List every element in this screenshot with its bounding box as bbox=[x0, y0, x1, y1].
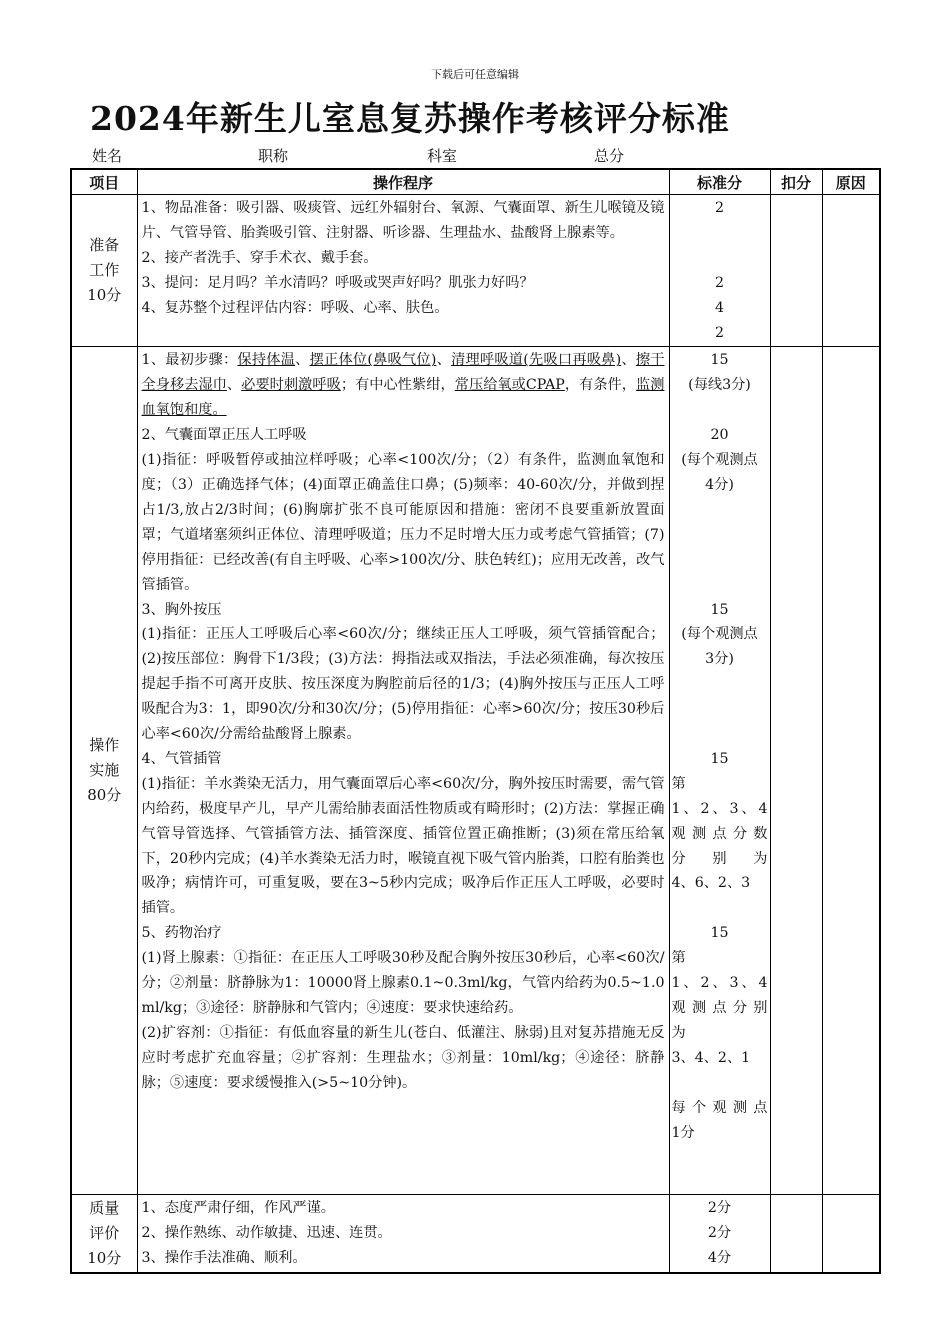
step-4-body: (1)指征：羊水粪染无活力，用气囊面罩后心率<60次/分，胸外按压时需要，需气管内给药，极度早产儿，早产儿需给肺表面活性物质或有畸形时；(2)方法：掌握正确气管导管选择、气管插管方法、插管深度、插管位置正确推断；(3)须在常压给氧下，20秒内完成；(4)羊水粪染无活力时，喉镜直视下吸气管内胎粪，口腔有胎粪也吸净；病情许可，可重复吸，要在3~5秒内完成；吸净后作正压人工呼吸，必要时插管。 bbox=[141, 775, 665, 917]
category-label: 准备 bbox=[89, 236, 120, 255]
procedure-prep bbox=[137, 195, 669, 347]
document-title: 2024年新生儿室息复苏操作考核评分标准 bbox=[90, 99, 730, 138]
step-5-heading: 5、药物治疗 bbox=[141, 925, 222, 942]
step-1: 1、最初步骤：保持体温、摆正体位(鼻吸气位)、清理呼吸道(先吸口再吸鼻)、擦干全身移去湿巾、必要时刺激呼吸；有中心性紫绀，常压给氧或CPAP，有条件，监测血氧饱和度。 bbox=[141, 352, 665, 419]
score-value: 15 bbox=[710, 925, 729, 942]
list-item: 3、提问：足月吗？羊水清吗？呼吸或哭声好吗？肌张力好吗？ bbox=[141, 274, 534, 291]
score-quality bbox=[669, 1195, 770, 1273]
score-value: 2 bbox=[714, 274, 725, 291]
score-note: 分别为 bbox=[671, 850, 768, 867]
score-note: 1分 bbox=[671, 1124, 695, 1141]
name-label: 姓名 bbox=[92, 147, 123, 165]
score-prep bbox=[669, 195, 770, 347]
step-4-heading: 4、气管插管 bbox=[141, 750, 222, 767]
table-row-quality bbox=[71, 1195, 880, 1273]
score-note: 每个观测点 bbox=[671, 1099, 768, 1116]
score-note: 第 bbox=[671, 950, 686, 967]
category-label: 80分 bbox=[87, 786, 122, 805]
score-value: 2 bbox=[714, 200, 725, 216]
header-reason: 原因 bbox=[822, 169, 880, 195]
category-label: 操作 bbox=[89, 736, 120, 755]
list-item: 3、操作手法准确、顺利。 bbox=[141, 1250, 307, 1267]
procedure-ops bbox=[137, 347, 669, 1195]
table-row-prep bbox=[71, 195, 880, 347]
category-prep bbox=[71, 195, 137, 347]
score-note: (每线3分) bbox=[688, 377, 751, 394]
category-ops bbox=[71, 347, 137, 1195]
score-value: 20 bbox=[710, 427, 729, 444]
deduct-cell[interactable] bbox=[770, 1195, 822, 1273]
list-item: 2、操作熟练、动作敏捷、迅速、连贯。 bbox=[141, 1225, 392, 1242]
score-ops bbox=[669, 347, 770, 1195]
category-label: 质量 bbox=[89, 1199, 120, 1218]
table-row-ops bbox=[71, 347, 880, 1195]
score-note: (每个观测点 bbox=[681, 626, 758, 643]
reason-cell[interactable] bbox=[822, 195, 880, 347]
category-label: 评价 bbox=[89, 1224, 120, 1243]
list-item: 1、物品准备：吸引器、吸痰管、远红外辐射台、氧源、气囊面罩、新生儿喉镜及镜片、气管导管、胎粪吸引管、注射器、听诊器、生理盐水、盐酸肾上腺素等。 bbox=[141, 200, 665, 241]
score-value: 2分 bbox=[707, 1200, 732, 1217]
score-note: 观测点分数 bbox=[671, 825, 768, 842]
step-2-body: (1)指征：呼吸暂停或抽泣样呼吸；心率<100次/分；（2）有条件，监测血氧饱和度；（3）正确选择气体；(4)面罩正确盖住口鼻；(5)频率：40-60次/分，并做到捏占1/3,放占2/3时间；(6)胸廓扩张不良可能原因和措施：密闭不良要重新放置面罩；气道堵塞须纠正体位、清理呼吸道；压力不足时增大压力或考虑气管插管；(7)停用指征：已经改善(有自主呼吸、心率>100次/分、肤色转红)；应用无改善，改气管插管。 bbox=[141, 452, 665, 593]
score-value: 4分 bbox=[707, 1250, 732, 1267]
score-note: 1、2、3、4 bbox=[671, 800, 768, 817]
step-2-heading: 2、气囊面罩正压人工呼吸 bbox=[141, 427, 307, 444]
score-note: 3、4、2、1 bbox=[671, 1049, 751, 1066]
score-note: 4分) bbox=[705, 476, 734, 493]
score-note: (每个观测点 bbox=[681, 452, 758, 469]
score-value: 4 bbox=[714, 299, 725, 316]
header-procedure: 操作程序 bbox=[137, 169, 669, 195]
score-note: 第 bbox=[671, 775, 686, 792]
rank-label: 职称 bbox=[258, 147, 289, 165]
reason-cell[interactable] bbox=[822, 1195, 880, 1273]
header-deduct: 扣分 bbox=[770, 169, 822, 195]
score-value: 15 bbox=[710, 601, 729, 618]
reason-cell[interactable] bbox=[822, 347, 880, 1195]
score-note: 1、2、3、4 bbox=[671, 975, 768, 992]
scoring-table bbox=[70, 168, 881, 1274]
score-value: 2 bbox=[714, 324, 725, 341]
header-standard: 标准分 bbox=[669, 169, 770, 195]
score-note: 3分) bbox=[705, 651, 734, 668]
score-value: 15 bbox=[710, 352, 729, 369]
category-label: 10分 bbox=[87, 1249, 122, 1268]
step-5-body-2: (2)扩容剂：①指征：有低血容量的新生儿(苍白、低灌注、脉弱)且对复苏措施无反应时考虑扩充血容量；②扩容剂：生理盐水；③剂量：10ml/kg；④途径：脐静脉；⑤速度：要求缓慢推入(>5~10分钟)。 bbox=[141, 1024, 665, 1091]
list-item: 4、复苏整个过程评估内容：呼吸、心率、肤色。 bbox=[141, 299, 449, 316]
score-note: 4、6、2、3 bbox=[671, 875, 751, 892]
list-item: 1、态度严肃仔细，作风严谨。 bbox=[141, 1200, 335, 1217]
header-row bbox=[71, 169, 880, 195]
step-3-body: (1)指征：正压人工呼吸后心率<60次/分；继续正压人工呼吸，须气管插管配合；(2)按压部位：胸骨下1/3段；(3)方法：拇指法或双指法，手法必须准确，每次按压提起手指不可离开皮肤、按压深度为胸腔前后径的1/3；(4)胸外按压与正压人工呼吸配合为3：1，即90次/分和30次/分；(5)停用指征：心率>60次/分；按压30秒后心率<60次/分需给盐酸肾上腺素。 bbox=[141, 626, 665, 743]
score-value: 15 bbox=[710, 750, 729, 767]
category-label: 10分 bbox=[87, 286, 122, 305]
score-value: 2分 bbox=[707, 1225, 732, 1242]
list-item: 2、接产者洗手、穿手术衣、戴手套。 bbox=[141, 249, 378, 266]
header-item: 项目 bbox=[71, 169, 137, 195]
department-label: 科室 bbox=[427, 147, 458, 165]
total-label: 总分 bbox=[594, 147, 625, 165]
deduct-cell[interactable] bbox=[770, 347, 822, 1195]
deduct-cell[interactable] bbox=[770, 195, 822, 347]
step-5-body-1: (1)肾上腺素：①指征：在正压人工呼吸30秒及配合胸外按压30秒后，心率<60次/分；②剂量：脐静脉为1：10000肾上腺素0.1~0.3ml/kg，气管内给药为0.5~1.0 ml/kg；③途径：脐静脉和气管内；④速度：要求快速给药。 bbox=[141, 950, 665, 1016]
category-label: 工作 bbox=[89, 261, 120, 280]
top-note: 下载后可任意编辑 bbox=[431, 68, 519, 81]
category-label: 实施 bbox=[89, 761, 120, 780]
score-note: 观测点分别 bbox=[671, 1000, 768, 1016]
score-note: 为 bbox=[671, 1024, 686, 1041]
procedure-quality bbox=[137, 1195, 669, 1273]
step-3-heading: 3、胸外按压 bbox=[141, 601, 222, 618]
category-quality bbox=[71, 1195, 137, 1273]
